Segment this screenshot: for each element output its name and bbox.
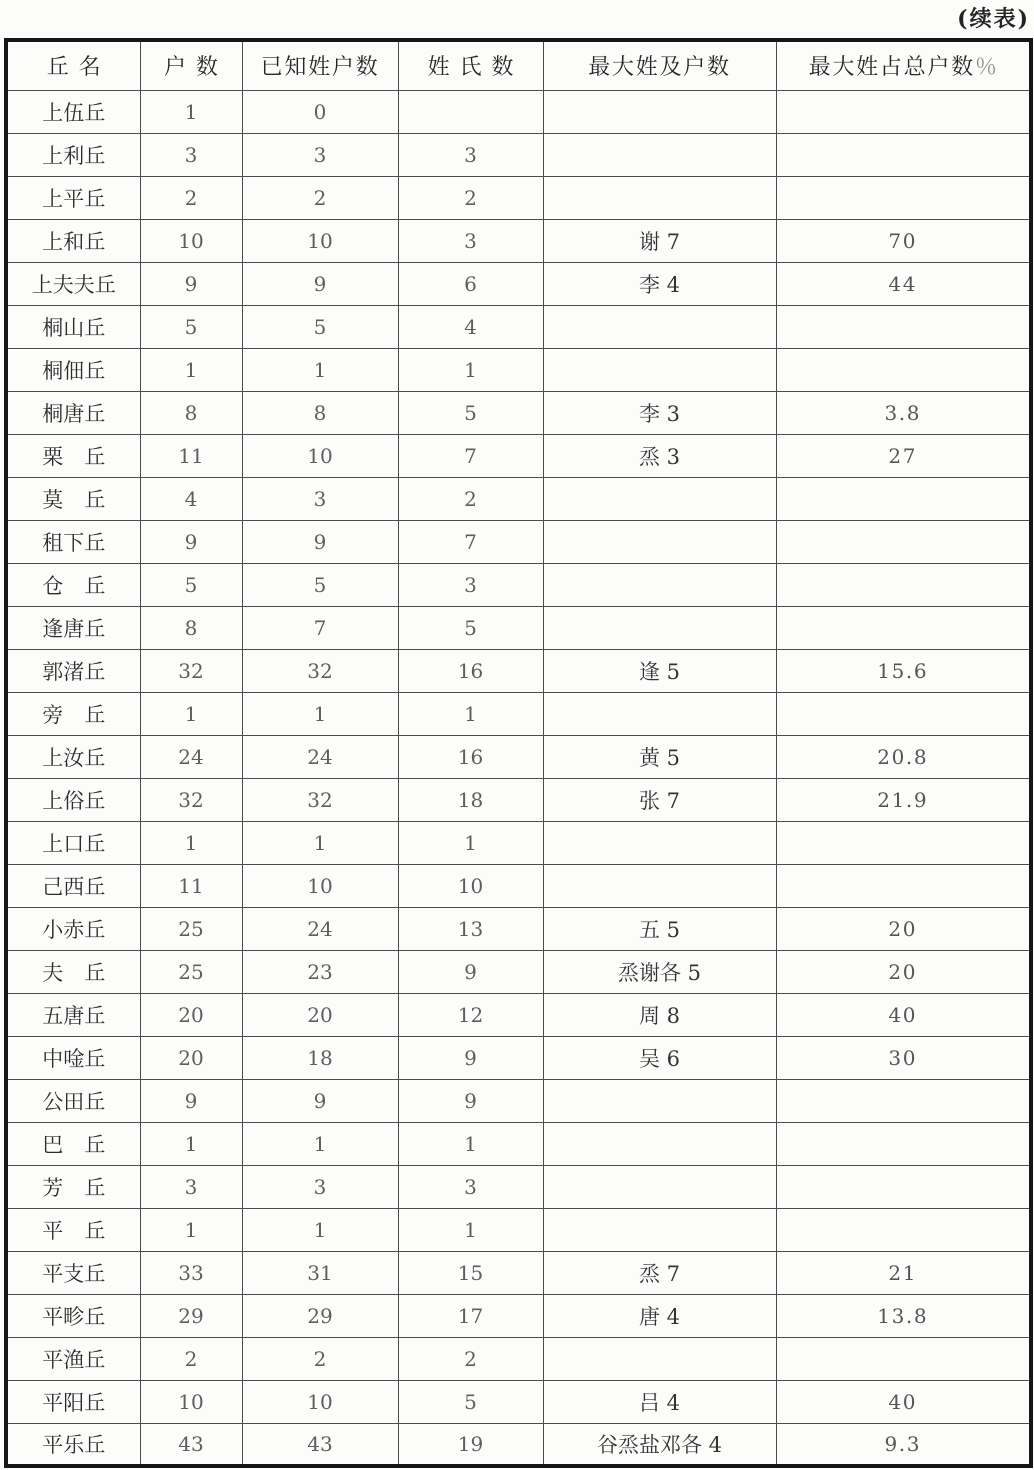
surname-count: 3 <box>398 133 543 176</box>
largest-surname-and-count: 张 7 <box>543 778 776 821</box>
column-header: 最大姓及户数 <box>543 40 776 90</box>
surname-count: 4 <box>398 305 543 348</box>
largest-surname-and-count <box>543 1122 776 1165</box>
column-header: 已知姓户数 <box>242 40 398 90</box>
largest-surname-percent: 20.8 <box>776 735 1031 778</box>
known-surname-household-count: 2 <box>242 176 398 219</box>
largest-surname-and-count <box>543 477 776 520</box>
known-surname-household-count: 10 <box>242 219 398 262</box>
largest-surname-percent: 30 <box>776 1036 1031 1079</box>
column-header: 丘名 <box>6 40 140 90</box>
hill-name: 上口丘 <box>6 821 140 864</box>
largest-surname-percent <box>776 1079 1031 1122</box>
largest-surname-percent <box>776 348 1031 391</box>
surname-count: 2 <box>398 1337 543 1380</box>
surname-count: 5 <box>398 1380 543 1423</box>
table-row <box>6 176 1031 219</box>
largest-surname-and-count: 李 3 <box>543 391 776 434</box>
largest-surname-percent <box>776 864 1031 907</box>
table-row <box>6 692 1031 735</box>
largest-surname-and-count <box>543 1208 776 1251</box>
largest-surname-percent <box>776 1165 1031 1208</box>
known-surname-household-count: 24 <box>242 907 398 950</box>
surname-count: 3 <box>398 1165 543 1208</box>
household-count: 20 <box>140 993 242 1036</box>
largest-surname-percent <box>776 606 1031 649</box>
known-surname-household-count: 18 <box>242 1036 398 1079</box>
largest-surname-percent: 3.8 <box>776 391 1031 434</box>
known-surname-household-count: 43 <box>242 1423 398 1466</box>
hill-surname-statistics-table <box>4 38 1033 1468</box>
household-count: 9 <box>140 262 242 305</box>
largest-surname-and-count <box>543 176 776 219</box>
hill-name: 旁 丘 <box>6 692 140 735</box>
household-count: 5 <box>140 563 242 606</box>
largest-surname-and-count <box>543 692 776 735</box>
continued-table-label: (续表) <box>957 6 1030 32</box>
surname-count: 3 <box>398 219 543 262</box>
surname-count: 1 <box>398 1122 543 1165</box>
surname-count: 19 <box>398 1423 543 1466</box>
hill-name: 上利丘 <box>6 133 140 176</box>
surname-count: 15 <box>398 1251 543 1294</box>
percent-sign: ％ <box>974 55 997 81</box>
hill-name: 莫 丘 <box>6 477 140 520</box>
surname-count: 17 <box>398 1294 543 1337</box>
largest-surname-percent: 40 <box>776 993 1031 1036</box>
largest-surname-and-count <box>543 1337 776 1380</box>
largest-surname-percent: 9.3 <box>776 1423 1031 1466</box>
surname-count: 2 <box>398 477 543 520</box>
hill-name: 郭渚丘 <box>6 649 140 692</box>
largest-surname-and-count: 逢 5 <box>543 649 776 692</box>
largest-surname-percent: 27 <box>776 434 1031 477</box>
known-surname-household-count: 29 <box>242 1294 398 1337</box>
household-count: 10 <box>140 1380 242 1423</box>
known-surname-household-count: 3 <box>242 133 398 176</box>
household-count: 1 <box>140 821 242 864</box>
table-row <box>6 735 1031 778</box>
surname-count: 9 <box>398 1079 543 1122</box>
largest-surname-percent <box>776 520 1031 563</box>
hill-name: 桐佃丘 <box>6 348 140 391</box>
household-count: 1 <box>140 348 242 391</box>
largest-surname-percent <box>776 477 1031 520</box>
hill-name: 公田丘 <box>6 1079 140 1122</box>
hill-name: 上汝丘 <box>6 735 140 778</box>
household-count: 3 <box>140 133 242 176</box>
household-count: 43 <box>140 1423 242 1466</box>
table-row <box>6 1079 1031 1122</box>
largest-surname-and-count <box>543 90 776 133</box>
largest-surname-and-count <box>543 133 776 176</box>
known-surname-household-count: 10 <box>242 864 398 907</box>
table-row <box>6 606 1031 649</box>
table-row <box>6 1122 1031 1165</box>
largest-surname-percent <box>776 305 1031 348</box>
surname-count: 1 <box>398 692 543 735</box>
known-surname-household-count: 9 <box>242 1079 398 1122</box>
surname-count: 3 <box>398 563 543 606</box>
largest-surname-and-count <box>543 563 776 606</box>
known-surname-household-count: 31 <box>242 1251 398 1294</box>
household-count: 32 <box>140 778 242 821</box>
surname-count: 1 <box>398 1208 543 1251</box>
known-surname-household-count: 7 <box>242 606 398 649</box>
table-row <box>6 1380 1031 1423</box>
largest-surname-and-count: 周 8 <box>543 993 776 1036</box>
surname-count: 1 <box>398 821 543 864</box>
table-row <box>6 133 1031 176</box>
household-count: 1 <box>140 692 242 735</box>
known-surname-household-count: 23 <box>242 950 398 993</box>
household-count: 8 <box>140 606 242 649</box>
household-count: 25 <box>140 950 242 993</box>
table-row <box>6 90 1031 133</box>
known-surname-household-count: 5 <box>242 563 398 606</box>
table-row <box>6 434 1031 477</box>
household-count: 20 <box>140 1036 242 1079</box>
hill-name: 栗 丘 <box>6 434 140 477</box>
household-count: 29 <box>140 1294 242 1337</box>
largest-surname-and-count: 吕 4 <box>543 1380 776 1423</box>
table-row <box>6 993 1031 1036</box>
largest-surname-and-count <box>543 520 776 563</box>
table-row <box>6 1423 1031 1466</box>
surname-count: 6 <box>398 262 543 305</box>
largest-surname-and-count <box>543 821 776 864</box>
table-row <box>6 778 1031 821</box>
hill-name: 上和丘 <box>6 219 140 262</box>
known-surname-household-count: 1 <box>242 692 398 735</box>
hill-name: 平畛丘 <box>6 1294 140 1337</box>
hill-name: 平阳丘 <box>6 1380 140 1423</box>
largest-surname-percent <box>776 692 1031 735</box>
surname-count: 12 <box>398 993 543 1036</box>
largest-surname-percent: 15.6 <box>776 649 1031 692</box>
hill-name: 芳 丘 <box>6 1165 140 1208</box>
table-row <box>6 1208 1031 1251</box>
known-surname-household-count: 24 <box>242 735 398 778</box>
largest-surname-and-count: 烝 3 <box>543 434 776 477</box>
hill-name: 己西丘 <box>6 864 140 907</box>
largest-surname-percent: 13.8 <box>776 1294 1031 1337</box>
table-row <box>6 864 1031 907</box>
known-surname-household-count: 9 <box>242 520 398 563</box>
table-row <box>6 907 1031 950</box>
largest-surname-and-count <box>543 606 776 649</box>
table-row <box>6 262 1031 305</box>
household-count: 11 <box>140 434 242 477</box>
surname-count: 5 <box>398 391 543 434</box>
hill-name: 平 丘 <box>6 1208 140 1251</box>
table-row <box>6 1251 1031 1294</box>
table-body <box>6 90 1031 1466</box>
largest-surname-percent: 21 <box>776 1251 1031 1294</box>
hill-name: 逢唐丘 <box>6 606 140 649</box>
household-count: 1 <box>140 1208 242 1251</box>
household-count: 11 <box>140 864 242 907</box>
hill-name: 平支丘 <box>6 1251 140 1294</box>
surname-count: 18 <box>398 778 543 821</box>
household-count: 24 <box>140 735 242 778</box>
surname-count: 13 <box>398 907 543 950</box>
largest-surname-and-count: 谷烝盐邓各 4 <box>543 1423 776 1466</box>
table-row <box>6 477 1031 520</box>
hill-name: 夫 丘 <box>6 950 140 993</box>
table-row <box>6 520 1031 563</box>
largest-surname-and-count <box>543 305 776 348</box>
household-count: 10 <box>140 219 242 262</box>
column-header: 户数 <box>140 40 242 90</box>
surname-count: 7 <box>398 520 543 563</box>
household-count: 33 <box>140 1251 242 1294</box>
hill-name: 巴 丘 <box>6 1122 140 1165</box>
hill-name: 桐山丘 <box>6 305 140 348</box>
largest-surname-percent <box>776 1208 1031 1251</box>
known-surname-household-count: 8 <box>242 391 398 434</box>
household-count: 25 <box>140 907 242 950</box>
household-count: 1 <box>140 1122 242 1165</box>
known-surname-household-count: 10 <box>242 1380 398 1423</box>
household-count: 2 <box>140 176 242 219</box>
table-row <box>6 821 1031 864</box>
known-surname-household-count: 5 <box>242 305 398 348</box>
table-header <box>6 40 1031 90</box>
largest-surname-percent: 20 <box>776 907 1031 950</box>
household-count: 5 <box>140 305 242 348</box>
largest-surname-percent: 70 <box>776 219 1031 262</box>
largest-surname-percent <box>776 563 1031 606</box>
largest-surname-and-count: 烝谢各 5 <box>543 950 776 993</box>
surname-count: 9 <box>398 950 543 993</box>
largest-surname-percent <box>776 133 1031 176</box>
table-row <box>6 563 1031 606</box>
surname-count <box>398 90 543 133</box>
surname-count: 7 <box>398 434 543 477</box>
table-row <box>6 649 1031 692</box>
known-surname-household-count: 32 <box>242 649 398 692</box>
surname-count: 5 <box>398 606 543 649</box>
largest-surname-and-count <box>543 864 776 907</box>
table-row <box>6 950 1031 993</box>
hill-name: 上俗丘 <box>6 778 140 821</box>
header-row <box>6 40 1031 90</box>
largest-surname-percent <box>776 1122 1031 1165</box>
surname-count: 1 <box>398 348 543 391</box>
hill-name: 上夫夫丘 <box>6 262 140 305</box>
largest-surname-and-count <box>543 348 776 391</box>
surname-count: 16 <box>398 735 543 778</box>
table-row <box>6 1036 1031 1079</box>
table-row <box>6 1165 1031 1208</box>
hill-name: 平渔丘 <box>6 1337 140 1380</box>
largest-surname-and-count: 吴 6 <box>543 1036 776 1079</box>
known-surname-household-count: 1 <box>242 1208 398 1251</box>
known-surname-household-count: 0 <box>242 90 398 133</box>
table-row <box>6 1294 1031 1337</box>
household-count: 2 <box>140 1337 242 1380</box>
largest-surname-and-count: 五 5 <box>543 907 776 950</box>
hill-name: 中唫丘 <box>6 1036 140 1079</box>
known-surname-household-count: 3 <box>242 477 398 520</box>
known-surname-household-count: 20 <box>242 993 398 1036</box>
table-row <box>6 348 1031 391</box>
known-surname-household-count: 32 <box>242 778 398 821</box>
known-surname-household-count: 2 <box>242 1337 398 1380</box>
largest-surname-percent: 21.9 <box>776 778 1031 821</box>
hill-name: 小赤丘 <box>6 907 140 950</box>
table-row <box>6 1337 1031 1380</box>
surname-count: 9 <box>398 1036 543 1079</box>
surname-count: 10 <box>398 864 543 907</box>
hill-name: 上平丘 <box>6 176 140 219</box>
largest-surname-percent <box>776 176 1031 219</box>
surname-count: 16 <box>398 649 543 692</box>
largest-surname-percent <box>776 90 1031 133</box>
largest-surname-and-count: 烝 7 <box>543 1251 776 1294</box>
hill-name: 平乐丘 <box>6 1423 140 1466</box>
household-count: 4 <box>140 477 242 520</box>
table-row <box>6 305 1031 348</box>
largest-surname-and-count <box>543 1079 776 1122</box>
household-count: 3 <box>140 1165 242 1208</box>
hill-name: 仓 丘 <box>6 563 140 606</box>
column-header: 最大姓占总户数％ <box>776 40 1031 90</box>
known-surname-household-count: 9 <box>242 262 398 305</box>
largest-surname-percent <box>776 1337 1031 1380</box>
largest-surname-percent: 44 <box>776 262 1031 305</box>
largest-surname-percent: 40 <box>776 1380 1031 1423</box>
known-surname-household-count: 1 <box>242 1122 398 1165</box>
hill-name: 租下丘 <box>6 520 140 563</box>
table-row <box>6 391 1031 434</box>
known-surname-household-count: 3 <box>242 1165 398 1208</box>
household-count: 9 <box>140 1079 242 1122</box>
largest-surname-and-count: 黄 5 <box>543 735 776 778</box>
known-surname-household-count: 1 <box>242 821 398 864</box>
household-count: 8 <box>140 391 242 434</box>
household-count: 32 <box>140 649 242 692</box>
largest-surname-and-count: 李 4 <box>543 262 776 305</box>
largest-surname-percent: 20 <box>776 950 1031 993</box>
largest-surname-and-count: 唐 4 <box>543 1294 776 1337</box>
known-surname-household-count: 10 <box>242 434 398 477</box>
household-count: 1 <box>140 90 242 133</box>
known-surname-household-count: 1 <box>242 348 398 391</box>
hill-name: 五唐丘 <box>6 993 140 1036</box>
largest-surname-and-count: 谢 7 <box>543 219 776 262</box>
hill-name: 桐唐丘 <box>6 391 140 434</box>
surname-count: 2 <box>398 176 543 219</box>
table-row <box>6 219 1031 262</box>
household-count: 9 <box>140 520 242 563</box>
largest-surname-percent <box>776 821 1031 864</box>
column-header: 姓氏数 <box>398 40 543 90</box>
largest-surname-and-count <box>543 1165 776 1208</box>
hill-name: 上伍丘 <box>6 90 140 133</box>
